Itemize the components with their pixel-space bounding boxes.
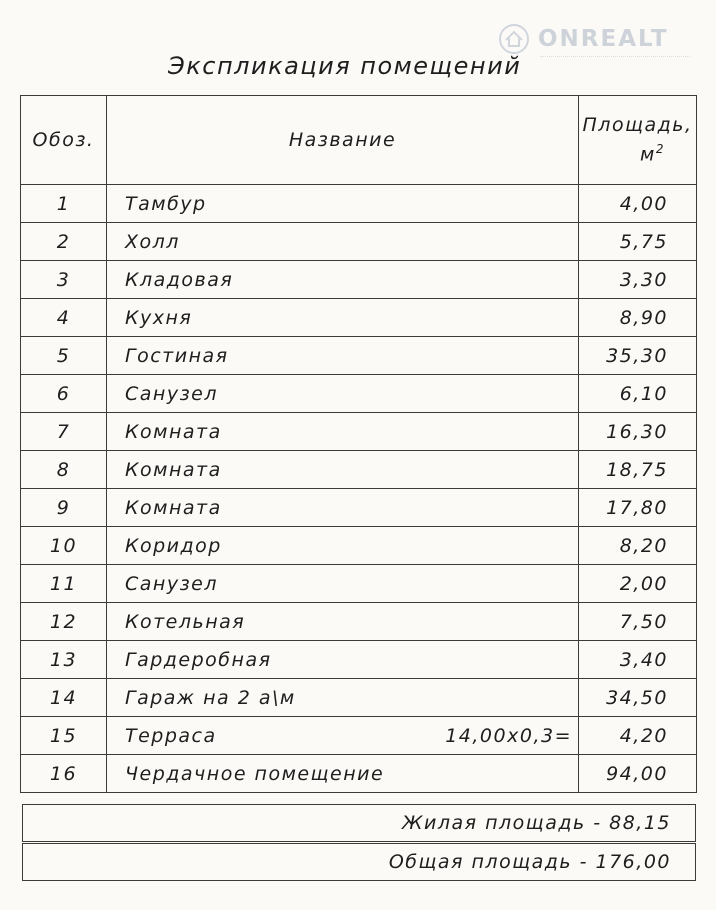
room-name-cell — [107, 223, 579, 261]
room-number: 6 — [21, 375, 107, 413]
room-name: Комната — [125, 458, 222, 481]
room-area: 3,30 — [579, 261, 697, 299]
room-area: 4,00 — [579, 185, 697, 223]
document-title: Экспликация помещений — [168, 52, 522, 80]
table-row — [21, 641, 697, 679]
room-name-cell — [107, 717, 579, 755]
room-name-cell — [107, 451, 579, 489]
room-name: Котельная — [125, 610, 246, 633]
room-name: Гардеробная — [125, 648, 272, 671]
table-row — [21, 755, 697, 793]
room-name-cell — [107, 565, 579, 603]
header-name: Название — [107, 96, 579, 185]
room-name-cell — [107, 527, 579, 565]
area-calculation: 14,00x0,3= — [445, 724, 572, 747]
room-name: Комната — [125, 420, 222, 443]
room-name: Холл — [125, 230, 180, 253]
room-name-cell — [107, 603, 579, 641]
room-name: Кухня — [125, 306, 193, 329]
table-row — [21, 223, 697, 261]
table-row — [21, 299, 697, 337]
header-code: Обоз. — [21, 96, 107, 185]
room-area: 94,00 — [579, 755, 697, 793]
room-number: 12 — [21, 603, 107, 641]
room-area: 8,90 — [579, 299, 697, 337]
table-row — [21, 603, 697, 641]
room-area: 7,50 — [579, 603, 697, 641]
room-name: Санузел — [125, 382, 219, 405]
room-number: 4 — [21, 299, 107, 337]
room-area: 6,10 — [579, 375, 697, 413]
watermark-text: ONREALT — [538, 26, 669, 52]
room-name-cell — [107, 185, 579, 223]
room-number: 3 — [21, 261, 107, 299]
room-name-cell — [107, 679, 579, 717]
room-area: 3,40 — [579, 641, 697, 679]
total-area: Общая площадь - 176,00 — [22, 843, 696, 881]
header-area-unit: $м^2$ — [640, 142, 665, 166]
room-number: 16 — [21, 755, 107, 793]
room-name-cell — [107, 489, 579, 527]
room-name: Тамбур — [125, 192, 207, 215]
room-name-cell — [107, 261, 579, 299]
room-name-cell — [107, 375, 579, 413]
room-area: 4,20 — [579, 717, 697, 755]
table-row — [21, 375, 697, 413]
room-number: 14 — [21, 679, 107, 717]
room-number: 7 — [21, 413, 107, 451]
room-name-cell — [107, 641, 579, 679]
room-number: 15 — [21, 717, 107, 755]
room-name-cell — [107, 337, 579, 375]
header-area — [579, 96, 697, 185]
room-number: 8 — [21, 451, 107, 489]
room-name: Гараж на 2 а\м — [125, 686, 296, 709]
room-name: Гостиная — [125, 344, 229, 367]
room-area: 5,75 — [579, 223, 697, 261]
room-name: Чердачное помещение — [125, 762, 385, 785]
room-number: 5 — [21, 337, 107, 375]
room-name-cell — [107, 413, 579, 451]
room-number: 1 — [21, 185, 107, 223]
table-row — [21, 185, 697, 223]
room-number: 11 — [21, 565, 107, 603]
header-area-label: Площадь, — [582, 114, 693, 137]
room-area: 8,20 — [579, 527, 697, 565]
table-row — [21, 261, 697, 299]
room-number: 10 — [21, 527, 107, 565]
room-name: Комната — [125, 496, 222, 519]
room-name-cell — [107, 299, 579, 337]
table-row — [21, 679, 697, 717]
room-area: 2,00 — [579, 565, 697, 603]
table-row — [21, 527, 697, 565]
room-name: Терраса — [125, 724, 217, 747]
room-name: Кладовая — [125, 268, 234, 291]
table-row — [21, 451, 697, 489]
room-area: 16,30 — [579, 413, 697, 451]
table-row — [21, 717, 697, 755]
table-row — [21, 337, 697, 375]
room-area: 18,75 — [579, 451, 697, 489]
table-row — [21, 413, 697, 451]
rooms-table — [20, 95, 697, 793]
room-name-cell — [107, 755, 579, 793]
living-area-total: Жилая площадь - 88,15 — [22, 804, 696, 842]
room-area: 35,30 — [579, 337, 697, 375]
room-number: 2 — [21, 223, 107, 261]
table-row — [21, 489, 697, 527]
room-name: Санузел — [125, 572, 219, 595]
room-name: Коридор — [125, 534, 222, 557]
room-area: 34,50 — [579, 679, 697, 717]
room-area: 17,80 — [579, 489, 697, 527]
room-number: 13 — [21, 641, 107, 679]
room-number: 9 — [21, 489, 107, 527]
table-row — [21, 565, 697, 603]
